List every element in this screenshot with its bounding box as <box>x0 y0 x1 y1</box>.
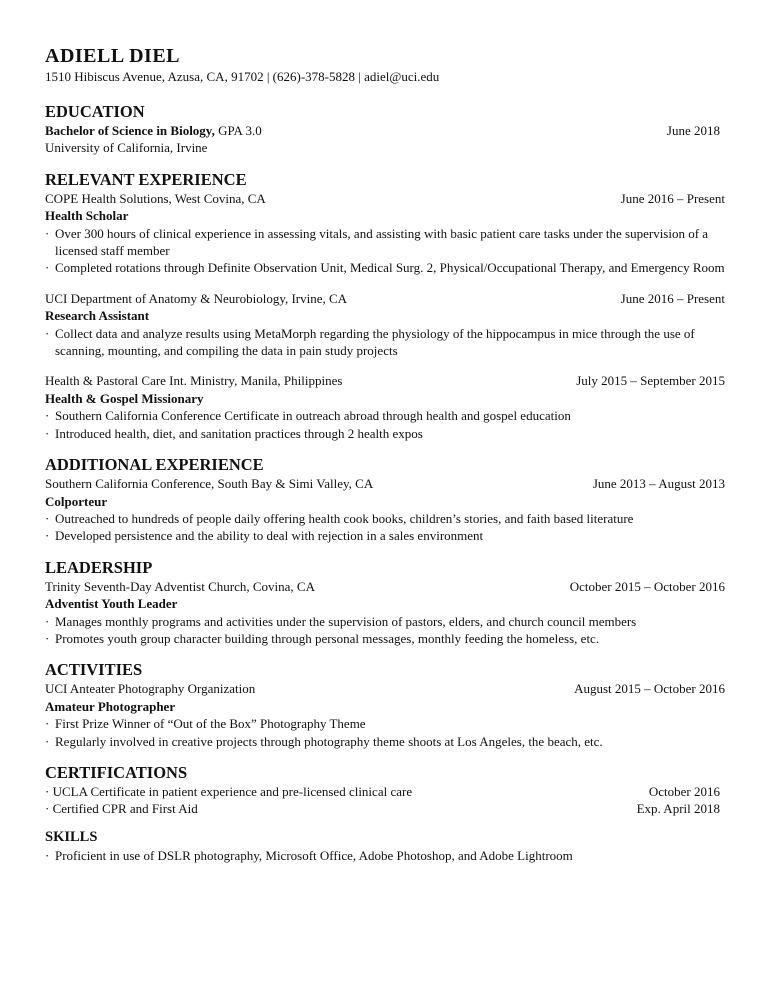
job-date: June 2016 – Present <box>620 290 725 306</box>
bullet-item: · First Prize Winner of “Out of the Box” Photography Theme <box>45 715 725 732</box>
skills-section <box>45 827 725 864</box>
certifications-title: CERTIFICATIONS <box>45 762 188 782</box>
additional-experience-title: ADDITIONAL EXPERIENCE <box>45 455 264 475</box>
relevant-experience-section <box>45 170 725 442</box>
bullet-item: · Promotes youth group character building through personal messages, monthly feeding the homeless, etc. <box>45 630 725 647</box>
bullet-item: · Developed persistence and the ability to deal with rejection in a sales environment <box>45 527 725 544</box>
resume-page <box>45 44 725 864</box>
contact-info: 1510 Hibiscus Avenue, Azusa, CA, 91702 | (626)-378-5828 | adiel@uci.edu <box>45 69 440 84</box>
job-bullets <box>45 510 725 545</box>
job-role: Health Scholar <box>45 208 129 224</box>
job-bullets <box>45 715 725 750</box>
degree-gpa: GPA 3.0 <box>214 123 262 138</box>
job-bullets <box>45 613 725 648</box>
bullet-item: · Southern California Conference Certificate in outreach abroad through health and gospel education <box>45 407 725 424</box>
bullet-item: · Introduced health, diet, and sanitation practices through 2 health expos <box>45 425 725 442</box>
job-date: July 2015 – September 2015 <box>576 373 725 389</box>
leadership-title: LEADERSHIP <box>45 557 153 577</box>
job-role: Adventist Youth Leader <box>45 596 178 612</box>
education-title: EDUCATION <box>45 102 145 121</box>
job-role: Health & Gospel Missionary <box>45 390 204 406</box>
job-date: October 2015 – October 2016 <box>569 578 725 594</box>
certification-date: October 2016 <box>648 783 720 799</box>
job-date: June 2016 – Present <box>620 190 725 206</box>
skills-bullets <box>45 847 725 864</box>
certification-item: · Certified CPR and First Aid Exp. April 2018 <box>45 800 725 817</box>
bullet-item: · Manages monthly programs and activities under the supervision of pastors, elders, and church council members <box>45 613 725 630</box>
job-org: UCI Department of Anatomy & Neurobiology, Irvine, CA <box>45 290 348 306</box>
certification-text: UCLA Certificate in patient experience and pre-licensed clinical care <box>52 783 413 799</box>
job-role: Research Assistant <box>45 308 150 324</box>
additional-experience-section <box>45 455 725 545</box>
degree-date: June 2018 <box>666 123 720 138</box>
bullet-item: · Collect data and analyze results using MetaMorph regarding the physiology of the hippocampus in mice through the use of scanning, mounting, and compiling the data in pain study projects <box>45 325 725 360</box>
bullet-item: · Completed rotations through Definite Observation Unit, Medical Surg. 2, Physical/Occupational Therapy, and Emergency Room <box>45 259 725 276</box>
education-degree-row <box>45 122 725 139</box>
job-org: Southern California Conference, South Bay & Simi Valley, CA <box>45 476 374 492</box>
leadership-section <box>45 558 725 648</box>
job-entry <box>45 190 725 277</box>
activities-title: ACTIVITIES <box>45 660 143 680</box>
job-entry <box>45 372 725 442</box>
certification-date: Exp. April 2018 <box>636 801 720 817</box>
job-role: Amateur Photographer <box>45 698 176 714</box>
certifications-section <box>45 763 725 818</box>
applicant-name: ADIELL DIEL <box>45 45 180 67</box>
education-section <box>45 102 725 157</box>
activities-section <box>45 660 725 750</box>
bullet-item: · Outreached to hundreds of people daily offering health cook books, children’s stories, and faith based literature <box>45 510 725 527</box>
job-bullets <box>45 325 725 360</box>
skills-title: SKILLS <box>45 828 98 845</box>
job-org: Health & Pastoral Care Int. Ministry, Manila, Philippines <box>45 373 343 389</box>
bullet-item: · Over 300 hours of clinical experience in assessing vitals, and assisting with basic patient care tasks under the supervision of a licensed staff member <box>45 225 725 260</box>
job-org: COPE Health Solutions, West Covina, CA <box>45 190 266 206</box>
bullet-item: · Proficient in use of DSLR photography, Microsoft Office, Adobe Photoshop, and Adobe Lightroom <box>45 847 725 864</box>
job-bullets <box>45 407 725 442</box>
bullet-item: · Regularly involved in creative projects through photography theme shoots at Los Angeles, the beach, etc. <box>45 733 725 750</box>
certification-text: Certified CPR and First Aid <box>52 801 198 817</box>
job-entry <box>45 290 725 360</box>
job-org: UCI Anteater Photography Organization <box>45 681 256 697</box>
degree-name: Bachelor of Science in Biology, <box>45 123 215 138</box>
school-name: University of California, Irvine <box>45 140 208 156</box>
certification-item: · UCLA Certificate in patient experience and pre-licensed clinical care October 2016 <box>45 783 725 800</box>
job-date: June 2013 – August 2013 <box>592 476 725 492</box>
relevant-experience-title: RELEVANT EXPERIENCE <box>45 169 247 189</box>
job-bullets <box>45 225 725 277</box>
job-role: Colporteur <box>45 493 108 509</box>
job-org: Trinity Seventh-Day Adventist Church, Covina, CA <box>45 578 315 594</box>
job-date: August 2015 – October 2016 <box>574 681 725 697</box>
